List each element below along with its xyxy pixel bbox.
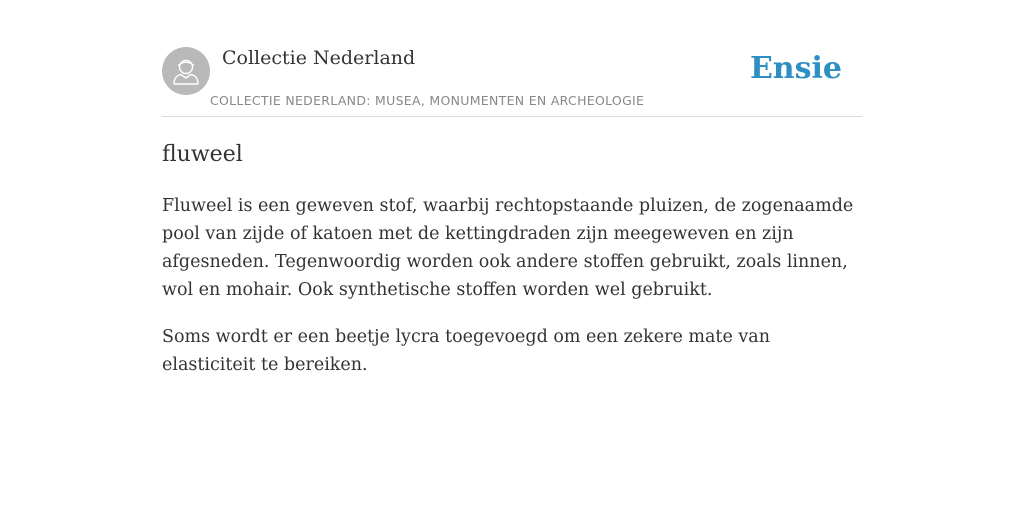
- avatar[interactable]: [162, 47, 210, 95]
- article-paragraph-1: Fluweel is een geweven stof, waarbij rechtopstaande pluizen, de zogenaamde pool van zijde of katoen met de kettingdraden zijn meegeweven en zijn afgesneden. Tegenwoordig worden ook andere stoffen gebruikt, zoals linnen, wol en mohair. Ook synthetische stoffen worden wel gebruikt.: [162, 196, 854, 300]
- author-name[interactable]: Collectie Nederland: [222, 47, 416, 69]
- page-container: [162, 0, 862, 375]
- ensie-logo[interactable]: Ensie: [749, 51, 842, 86]
- page-title: fluweel: [162, 142, 243, 167]
- header: [162, 0, 862, 117]
- author-subtitle: COLLECTIE NEDERLAND: MUSEA, MONUMENTEN EN ARCHEOLOGIE: [210, 93, 645, 108]
- user-silhouette-icon: [162, 47, 210, 95]
- article-paragraph-2: Soms wordt er een beetje lycra toegevoegd om een zekere mate van elasticiteit te bereiken.: [162, 327, 770, 375]
